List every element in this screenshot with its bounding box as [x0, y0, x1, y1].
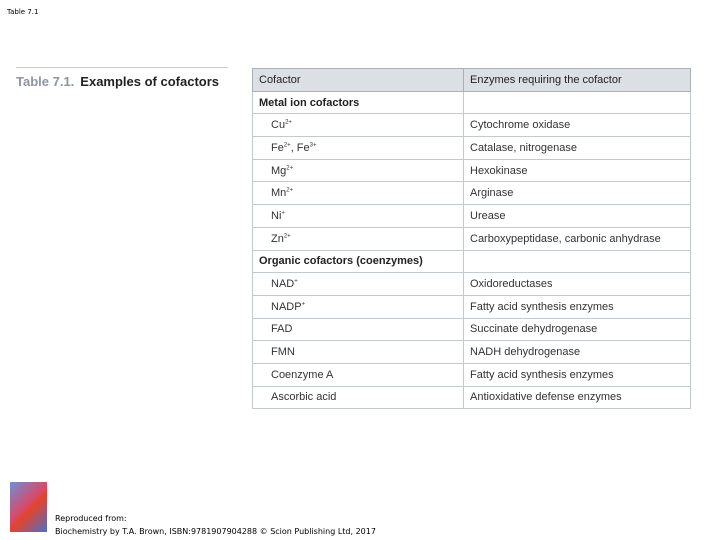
enzymes-cell: Succinate dehydrogenase	[464, 318, 691, 341]
cofactors-table	[252, 68, 691, 409]
cofactor-name-2: , Fe	[290, 141, 310, 154]
table-row	[253, 205, 691, 228]
enzymes-cell: Urease	[464, 205, 691, 228]
cofactor-cell	[253, 137, 464, 160]
cofactor-name: Fe	[271, 141, 284, 154]
cofactor-cell	[253, 318, 464, 341]
cofactor-name: Cu	[271, 119, 286, 132]
credit-line-2: Biochemistry by T.A. Brown, ISBN:9781907904288 © Scion Publishing Ltd, 2017	[55, 527, 376, 536]
cofactor-name: NADP	[271, 300, 302, 313]
cofactor-name: Mn	[271, 187, 287, 200]
cofactor-cell	[253, 91, 464, 114]
table-row	[253, 318, 691, 341]
charge: 2+	[285, 119, 292, 126]
cofactor-name: NAD	[271, 278, 295, 291]
cofactor-name: FAD	[271, 323, 293, 336]
cofactor-name: FMN	[271, 346, 295, 359]
table-row	[253, 295, 691, 318]
enzymes-cell: Catalase, nitrogenase	[464, 137, 691, 160]
enzymes-cell: Arginase	[464, 182, 691, 205]
cofactor-cell	[253, 205, 464, 228]
charge: 2+	[286, 164, 294, 171]
table-row	[253, 159, 691, 182]
table-row	[253, 363, 691, 386]
enzymes-cell: Carboxypeptidase, carbonic anhydrase	[464, 227, 691, 250]
table-header-row	[253, 69, 691, 92]
table-row	[253, 114, 691, 137]
cofactor-cell	[253, 159, 464, 182]
table-row	[253, 341, 691, 364]
book-cover-image	[10, 482, 47, 532]
table-row	[253, 137, 691, 160]
charge: +	[294, 278, 298, 285]
charge: 2+	[283, 142, 291, 149]
cofactor-name: Mg	[271, 164, 287, 177]
column-header-enzymes: Enzymes requiring the cofactor	[464, 69, 691, 92]
cofactor-cell	[253, 227, 464, 250]
cofactor-name: Coenzyme A	[271, 368, 334, 381]
cofactor-cell	[253, 386, 464, 409]
cofactor-cell	[253, 182, 464, 205]
cofactor-name: Organic cofactors (coenzymes)	[259, 255, 423, 268]
table-title: Examples of cofactors	[80, 74, 220, 89]
cofactor-cell	[253, 250, 464, 273]
slide-title: Table 7.1	[7, 8, 39, 16]
table-row	[253, 386, 691, 409]
table-row	[253, 227, 691, 250]
cofactor-name: Ascorbic acid	[271, 391, 337, 404]
charge: +	[281, 210, 285, 217]
charge: 2+	[286, 187, 294, 194]
table-number: Table 7.1.	[16, 74, 75, 89]
cofactor-cell	[253, 341, 464, 364]
table-row	[253, 182, 691, 205]
table-caption	[16, 74, 219, 89]
cofactor-cell	[253, 295, 464, 318]
cofactor-name: Metal ion cofactors	[259, 96, 360, 109]
cofactor-name: Ni	[271, 209, 282, 222]
charge-2: 3+	[309, 142, 317, 149]
cofactor-name: Zn	[271, 232, 284, 245]
enzymes-cell: Hexokinase	[464, 159, 691, 182]
enzymes-cell: Antioxidative defense enzymes	[464, 386, 691, 409]
enzymes-cell: Fatty acid synthesis enzymes	[464, 363, 691, 386]
group-row	[253, 91, 691, 114]
enzymes-cell	[464, 250, 691, 273]
charge: 2+	[283, 233, 291, 239]
credit-line-1: Reproduced from:	[55, 514, 127, 523]
enzymes-cell: Oxidoreductases	[464, 273, 691, 296]
cofactor-cell	[253, 273, 464, 296]
charge: +	[301, 301, 306, 308]
cofactor-cell	[253, 114, 464, 137]
column-header-cofactor: Cofactor	[253, 69, 464, 92]
enzymes-cell: Fatty acid synthesis enzymes	[464, 295, 691, 318]
enzymes-cell: NADH dehydrogenase	[464, 341, 691, 364]
cofactor-cell	[253, 363, 464, 386]
enzymes-cell: Cytochrome oxidase	[464, 114, 691, 137]
group-row	[253, 250, 691, 273]
credit	[55, 512, 376, 538]
enzymes-cell	[464, 91, 691, 114]
caption-rule	[16, 67, 228, 68]
table-row	[253, 273, 691, 296]
